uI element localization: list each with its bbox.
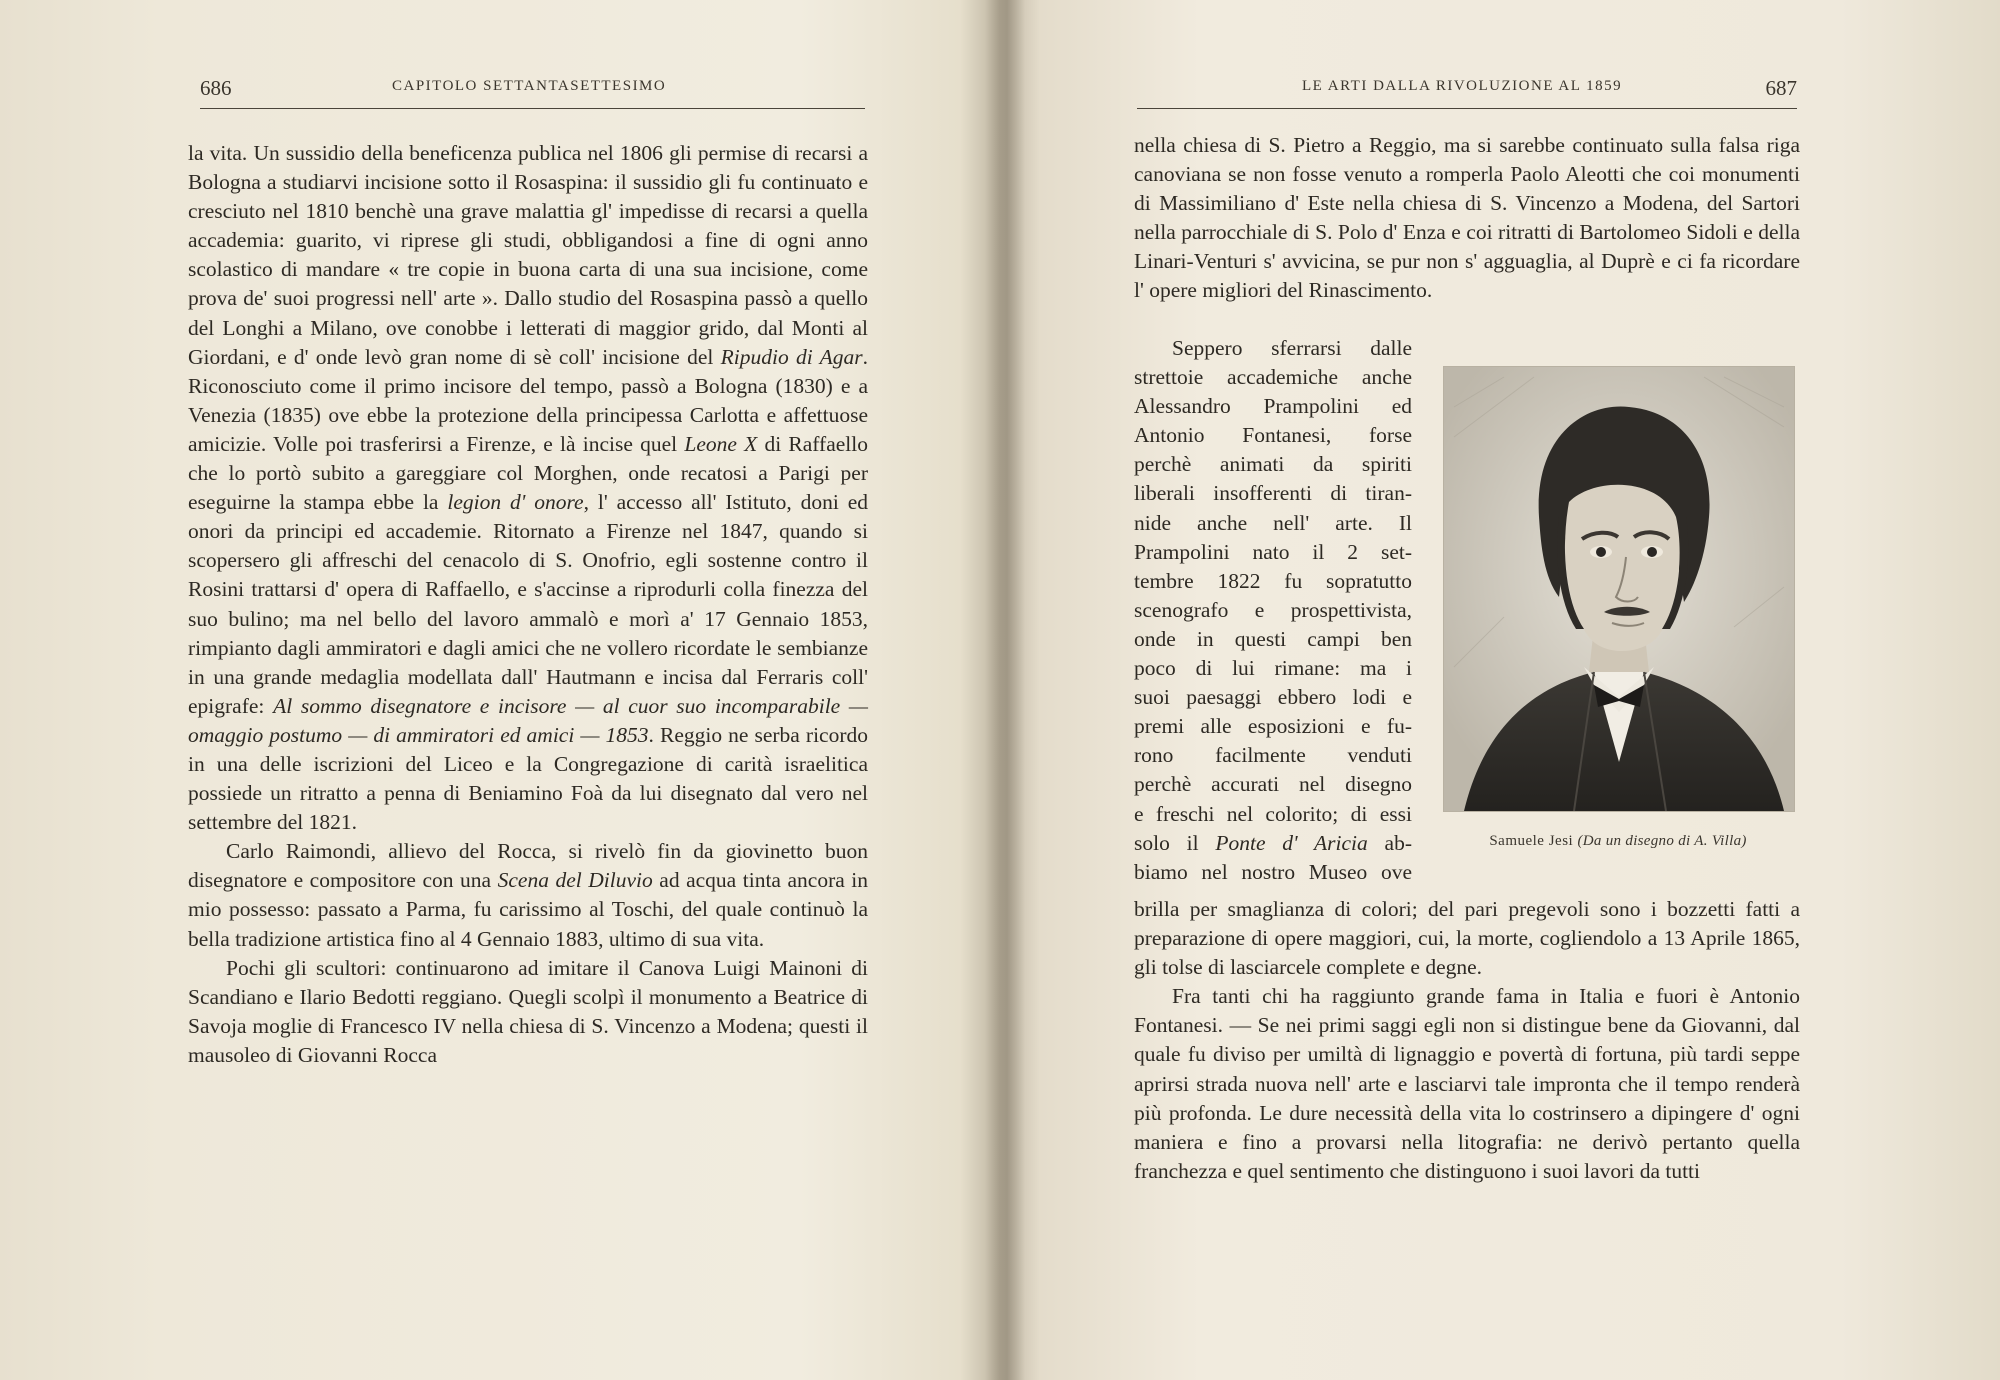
left-running-head — [200, 76, 865, 104]
text-run: . Reggio ne serba ricordo in una delle iscrizioni del Liceo e la Congregazione di carità israelitica possiede un ritratto a penna di Beniamino Foà da lui disegnato dal vero nel settembre del 1821. — [188, 722, 868, 835]
right-running-title: LE ARTI DALLA RIVOLUZIONE AL 1859 — [1302, 78, 1623, 94]
text-run: ad acqua tinta ancora in mio possesso: passato a Parma, fu carissimo al Toschi, del quale continuò la bella tradizione artistica fino al 4 Gennaio 1883, ultimo di sua vita. — [188, 868, 869, 951]
right-head-rule — [1137, 108, 1797, 109]
text-run: Pochi gli scultori: continuarono ad imitare il Canova Luigi Mainoni di Scandiano e Ilario Bedotti reggiano. Quegli scolpì il monumento a Beatrice di Savoja moglie di Francesco IV nella chiesa di S. Vincenzo a Modena; questi il mausoleo di Giovanni Rocca — [188, 955, 868, 1067]
text-line: perchè accurati nel disegno — [1134, 772, 1412, 797]
paragraph — [1134, 895, 1800, 982]
portrait-illustration — [1443, 366, 1795, 812]
text-line: Antonio Fontanesi, forse — [1134, 423, 1412, 448]
text-line: poco di lui rimane: ma i — [1134, 656, 1412, 681]
left-body-text — [188, 139, 868, 1070]
text-line: nide anche nell' arte. Il — [1134, 510, 1412, 535]
italic-text: Al sommo disegnatore e incisore — al cuor suo incomparabile — omaggio postumo — di ammiratori ed amici — 1853 — [188, 693, 868, 747]
italic-text: Ponte d' Aricia — [1215, 830, 1368, 855]
text-line: e freschi nel colorito; di essi — [1134, 801, 1412, 826]
text-run: nella chiesa di S. Pietro a Reggio, ma si sarebbe continuato sulla falsa riga canoviana se non fosse venuto a romperla Paolo Aleotti che coi monumenti di Massimiliano d' Este nella chiesa di S. Vincenzo a Modena, del Sartori nella parrocchiale di S. Polo d' Enza e coi ritratti di Bartolomeo Sidoli e della Linari-Venturi s' avvicina, se pur non s' agguaglia, al Duprè e ci fa ricordare l' opere migliori del Rinascimento. — [1134, 133, 1800, 303]
italic-text: legion d' onore — [447, 490, 584, 515]
text-line: strettoie accademiche anche — [1134, 365, 1412, 390]
paragraph — [1134, 131, 1800, 306]
caption-source: (Da un disegno di A. Villa) — [1577, 833, 1747, 849]
portrait-caption — [1443, 833, 1793, 850]
text-line: tembre 1822 fu sopratutto — [1134, 568, 1412, 593]
text-run: Carlo Raimondi, allievo del Rocca, si rivelò fin da giovinetto buon disegnatore e compositore con una — [188, 839, 868, 893]
text-line: Prampolini nato il 2 set- — [1134, 539, 1412, 564]
left-head-rule — [200, 108, 865, 109]
text-line: liberali insofferenti di tiran- — [1134, 481, 1412, 506]
text-line: perchè animati da spiriti — [1134, 452, 1412, 477]
left-page-number: 686 — [200, 76, 232, 100]
portrait-drawing — [1444, 367, 1794, 811]
text-run: di Raffaello che lo portò subito a gareggiare col Morghen, onde recatosi a Parigi per eseguirne la stampa ebbe la — [188, 431, 868, 515]
right-page-number: 687 — [1765, 76, 1797, 100]
italic-text: Leone X — [684, 431, 758, 456]
caption-name: Samuele Jesi — [1489, 833, 1574, 849]
text-line: premi alle esposizioni e fu- — [1134, 714, 1412, 739]
text-run: la vita. Un sussidio della beneficenza publica nel 1806 gli permise di recarsi a Bologna a studiarvi incisione sotto il Rosaspina: il sussidio gli fu continuato e cresciuto nel 1810 benchè una grave malattia gl' impedisse di recarsi a quella accademia: guarito, vi riprese gli studi, obbligandosi a fine di ogni anno scolastico di mandare « tre copie in buona carta di una sua incisione, come prova de' suoi progressi nell' arte ». Dallo studio del Rosaspina passò a quello del Longhi a Milano, ove conobbe i letterati di maggior grido, dal Monti al Giordani, e d' onde levò gran nome di sè coll' incisione del — [188, 141, 868, 369]
text-run: ab- — [1367, 830, 1412, 855]
text-line — [1134, 829, 1412, 858]
italic-text: Scena del Diluvio — [497, 868, 653, 893]
text-run: . Riconosciuto come il primo incisore del tempo, passò a Bologna (1830) e a Venezia (1835) ove ebbe la protezione della principessa Carlotta e affettuose amicizie. Volle poi trasferirsi a Firenze, e là incise quel — [188, 344, 868, 456]
text-line: onde in questi campi ben — [1134, 626, 1412, 651]
text-line: Seppero sferrarsi dalle — [1172, 336, 1412, 360]
paragraph — [188, 954, 868, 1070]
text-run: brilla per smaglianza di colori; del pari pregevoli sono i bozzetti fatti a preparazione di opere maggiori, cui, la morte, cogliendolo a 13 Aprile 1865, gli tolse di lasciarcele complete e degne. — [1134, 897, 1800, 980]
text-run: Fra tanti chi ha raggiunto grande fama in Italia e fuori è Antonio Fontanesi. — Se nei primi saggi egli non si distingue bene da Giovanni, dal quale fu diviso per umiltà di lignaggio e povertà di fortuna, più tardi seppe aprirsi strada nuova nell' arte e lasciarvi tale impronta che il tempo renderà più profonda. Le dure necessità della vita lo costrinsero a dipingere d' ogni maniera e fino a provarsi nella litografia: ne derivò pertanto quella franchezza e quel sentimento che distinguono i suoi lavori da tutti — [1134, 984, 1800, 1183]
right-body-text-wrapped — [1134, 334, 1412, 887]
right-running-head — [1137, 76, 1797, 104]
paragraph — [188, 837, 868, 953]
paragraph — [188, 139, 868, 837]
text-run: , l' accesso all' Istituto, doni ed onori da principi ed accademie. Ritornato a Firenze nel 1847, quando si scopersero gli affreschi del cenacolo di S. Onofrio, egli sostenne contro il Rosini trattarsi d' opera di Raffaello, e s'accinse a riprodurli colla finezza del suo bulino; ma nel bello del lavoro ammalò e morì a' 17 Gennaio 1853, rimpianto dagli ammiratori e dagli amici che ne vollero ricordate le sembianze in una grande medaglia modellata dall' Hautmann e incisa dal Ferraris coll' epigrafe: — [188, 490, 868, 718]
right-body-text-top — [1134, 131, 1800, 306]
text-run: solo il — [1134, 830, 1216, 855]
italic-text: Ripudio di Agar — [720, 344, 863, 369]
text-line: biamo nel nostro Museo ove — [1134, 859, 1412, 884]
right-body-text-bottom — [1134, 895, 1800, 1186]
paragraph — [1134, 982, 1800, 1186]
text-line: Alessandro Prampolini ed — [1134, 394, 1412, 419]
text-line: rono facilmente venduti — [1134, 743, 1412, 768]
left-running-title: CAPITOLO SETTANTASETTESIMO — [392, 78, 667, 94]
text-line: scenografo e prospettivista, — [1134, 597, 1412, 622]
right-page — [1000, 0, 2000, 1380]
text-line: suoi paesaggi ebbero lodi e — [1134, 685, 1412, 710]
